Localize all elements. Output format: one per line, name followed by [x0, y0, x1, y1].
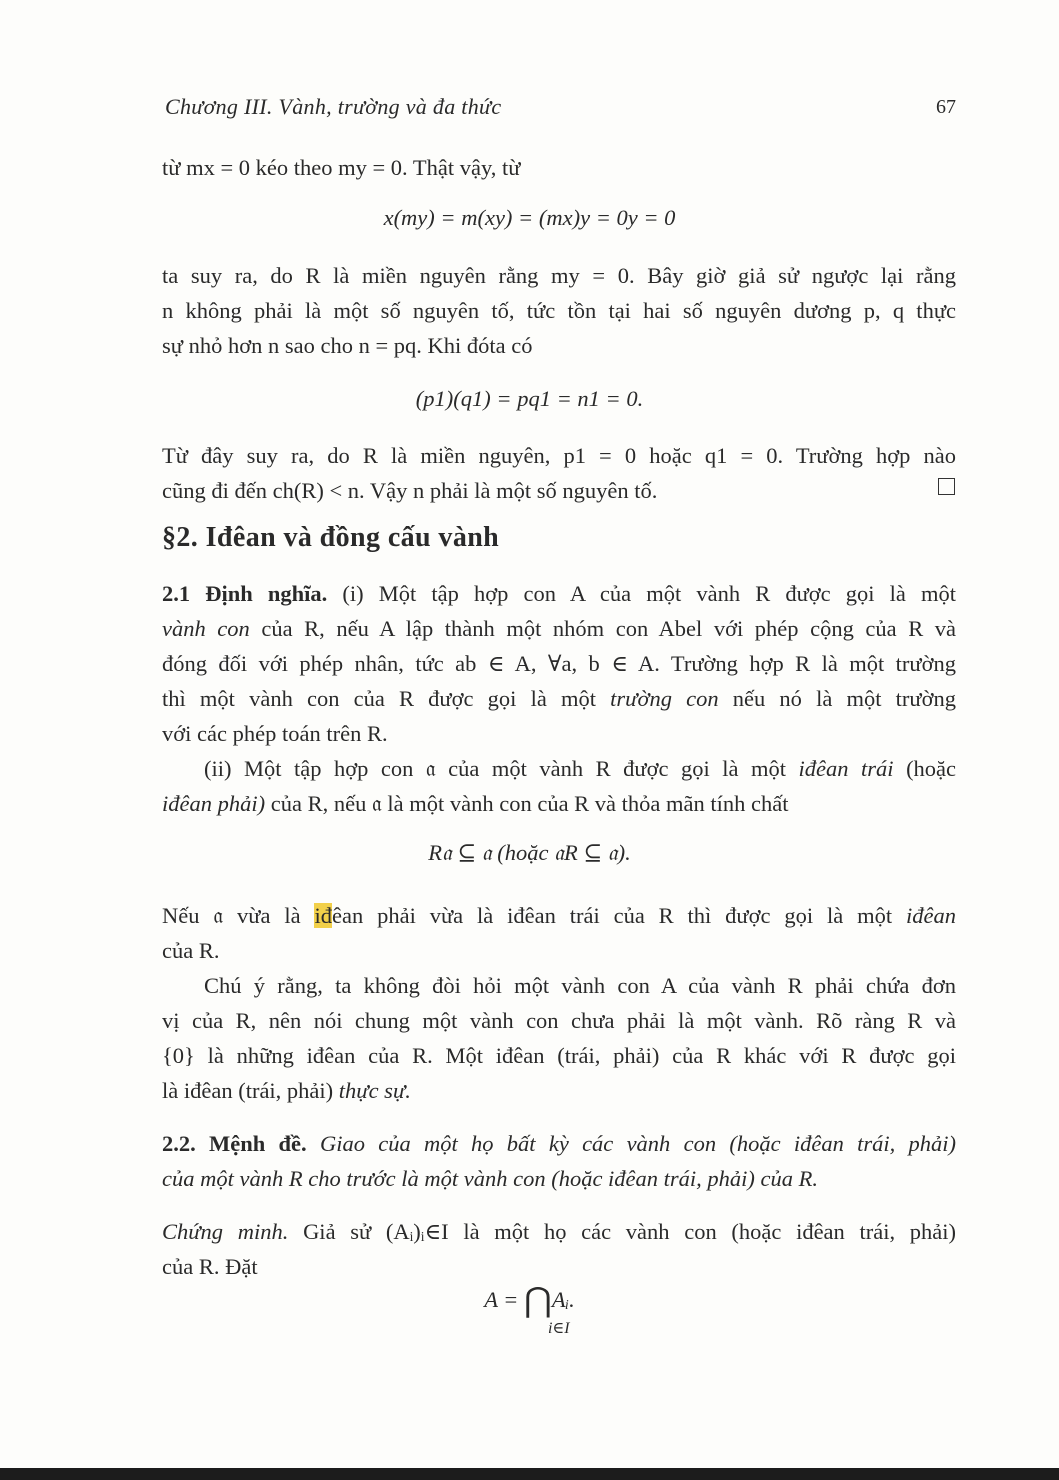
- text-line: của R. Đặt: [162, 1254, 258, 1279]
- equation-ideal: R𝔞 ⊆ 𝔞 (hoặc 𝔞R ⊆ 𝔞).: [428, 840, 631, 865]
- text-line: Nếu 𝔞 vừa là iđêan phải vừa là iđêan trái của R thì được gọi là một iđêan: [162, 903, 957, 928]
- text-line: 2.1 Định nghĩa. (i) Một tập hợp con A của một vành R được gọi là một: [162, 581, 956, 606]
- text-line: của R.: [162, 938, 220, 963]
- text-line: với các phép toán trên R.: [162, 721, 388, 746]
- term-idean-trai: iđêan trái: [798, 756, 894, 781]
- text-line: từ mx = 0 kéo theo my = 0. Thật vậy, từ: [162, 155, 521, 180]
- proof-heading: Chứng minh.: [162, 1219, 289, 1244]
- text-line: n không phải là một số nguyên tố, tức tồn tại hai số nguyên dương p, q thực: [162, 298, 956, 323]
- section-heading: §2. Iđêan và đồng cấu vành: [162, 522, 500, 553]
- page-number: 67: [936, 96, 956, 118]
- text-line: cũng đi đến ch(R) < n. Vậy n phải là một số nguyên tố.: [162, 478, 658, 503]
- term-truong-con: trường con: [610, 686, 719, 711]
- proof-paragraph: [162, 1214, 956, 1284]
- paragraph-1: [162, 150, 956, 185]
- text-line: đóng đối với phép nhân, tức ab ∈ A, ∀a, b ∈ A. Trường hợp R là một trường: [162, 651, 956, 676]
- text-line: sự nhỏ hơn n sao cho n = pq. Khi đóta có: [162, 333, 533, 358]
- equation-intersection: A = ⋂Aᵢ.: [484, 1282, 575, 1319]
- term-vanh-con: vành con: [162, 616, 250, 641]
- ideal-definition-paragraph: [162, 898, 956, 968]
- proposition-heading: 2.2. Mệnh đề.: [162, 1131, 307, 1156]
- note-paragraph: [162, 968, 956, 1108]
- equation-2: (p1)(q1) = pq1 = n1 = 0.: [415, 386, 644, 411]
- intersection-symbol: ⋂: [523, 1282, 552, 1319]
- definition-2-1: [162, 576, 956, 821]
- term-idean: iđêan: [906, 903, 957, 928]
- term-thuc-su: thực sự.: [338, 1078, 411, 1103]
- running-header: [165, 94, 956, 126]
- equation-1: x(my) = m(xy) = (mx)y = 0y = 0: [383, 205, 676, 230]
- chapter-title: Chương III. Vành, trường và đa thức: [165, 94, 502, 119]
- text-line: Từ đây suy ra, do R là miền nguyên, p1 = 0 hoặc q1 = 0. Trường hợp nào: [162, 443, 956, 468]
- text-line: là iđêan (trái, phải) thực sự.: [162, 1078, 411, 1103]
- scan-bottom-edge: [0, 1468, 1059, 1480]
- paragraph-3: [162, 438, 956, 508]
- text-line: Chú ý rằng, ta không đòi hỏi một vành con A của vành R phải chứa đơn: [204, 973, 956, 998]
- text-line: {0} là những iđêan của R. Một iđêan (trái, phải) của R khác với R được gọi: [162, 1043, 956, 1068]
- text-line: ta suy ra, do R là miền nguyên rằng my = 0. Bây giờ giả sử ngược lại rằng: [162, 263, 956, 288]
- proposition-2-2: [162, 1126, 956, 1196]
- paragraph-2: [162, 258, 956, 363]
- text-line: (ii) Một tập hợp con 𝔞 của một vành R được gọi là một iđêan trái (hoặc: [204, 756, 957, 781]
- text-line: Chứng minh. Giả sử (Aᵢ)ᵢ∈I là một họ các vành con (hoặc iđêan trái, phải): [162, 1219, 957, 1244]
- term-idean-phai: iđêan phải): [162, 791, 266, 816]
- intersection-subscript: i∈I: [548, 1320, 570, 1337]
- text-line: 2.2. Mệnh đề. Giao của một họ bất kỳ các vành con (hoặc iđêan trái, phải): [162, 1131, 957, 1156]
- highlight-mark: iđ: [314, 903, 332, 928]
- text-line: thì một vành con của R được gọi là một trường con nếu nó là một trường: [162, 686, 956, 711]
- text-line: vị của R, nên nói chung một vành con chưa phải là một vành. Rõ ràng R và: [162, 1008, 956, 1033]
- text-line: vành con của R, nếu A lập thành một nhóm con Abel với phép cộng của R và: [162, 616, 956, 641]
- text-line: của một vành R cho trước là một vành con (hoặc iđêan trái, phải) của R.: [162, 1166, 819, 1191]
- definition-heading: 2.1 Định nghĩa.: [162, 581, 328, 606]
- qed-box-icon: [938, 478, 955, 495]
- text-line: iđêan phải) của R, nếu 𝔞 là một vành con của R và thỏa mãn tính chất: [162, 791, 789, 816]
